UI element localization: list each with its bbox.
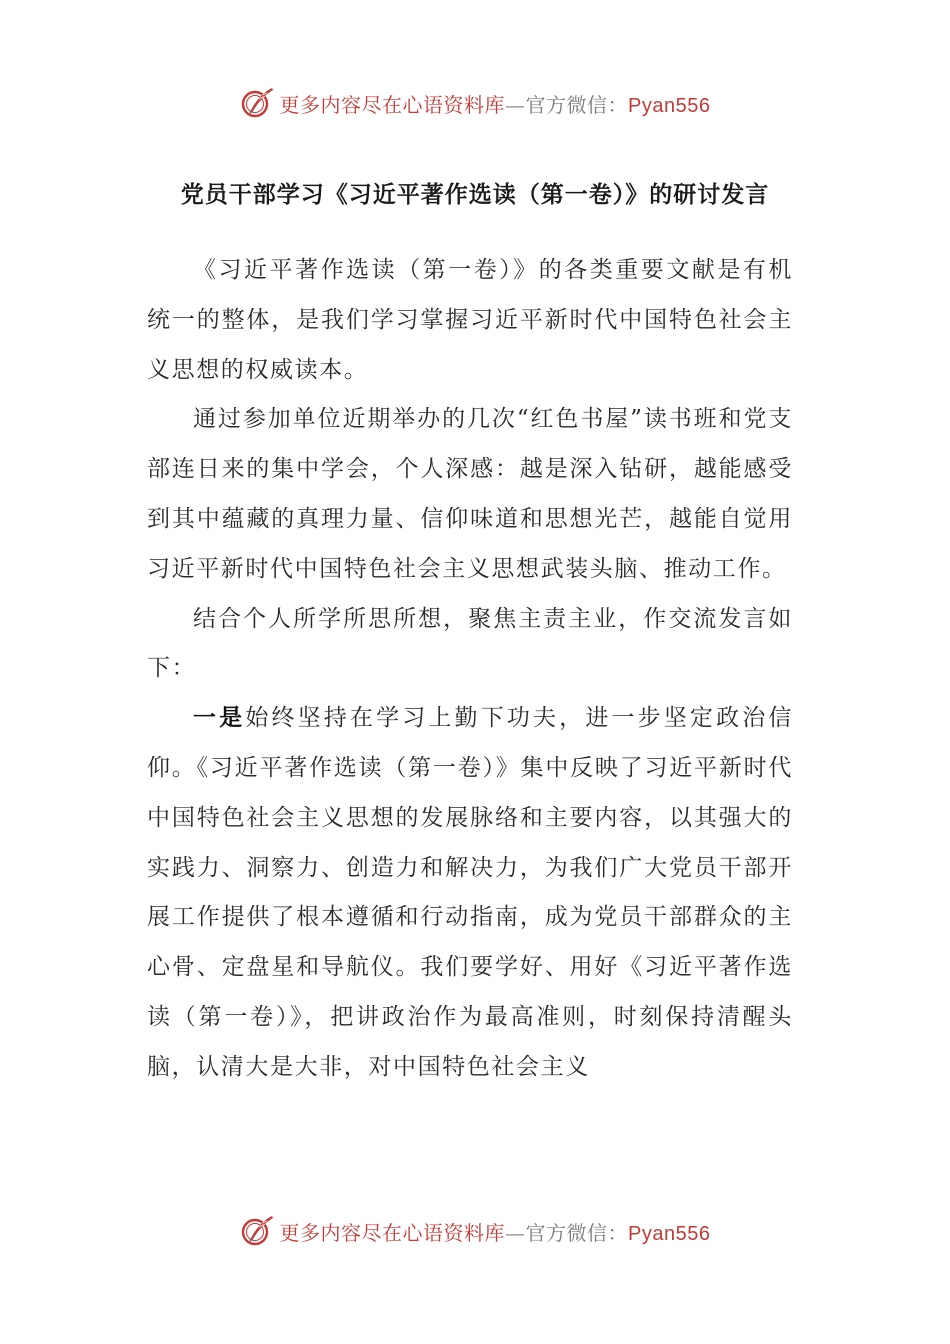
watermark-wechat-id: Pyan556 [628,1222,711,1245]
watermark-library: 更多内容尽在心语资料库 [279,1220,506,1245]
paragraph-text: 《习近平著作选读（第一卷）》的各类重要文献是有机统一的整体，是我们学习掌握习近平新时代中国特色社会主义思想的权威读本。 [147,257,793,383]
watermark-wechat-id: Pyan556 [628,94,711,117]
paragraph-3 [147,595,793,695]
watermark-wechat-label: 官方微信： [525,1220,629,1245]
watermark-library: 更多内容尽在心语资料库 [279,92,506,117]
watermark-text [280,89,711,118]
watermark-dash: — [505,1220,526,1245]
paragraph-1 [147,246,793,395]
watermark-dash: — [505,92,526,117]
paragraph-4 [147,694,793,1092]
paragraph-lead: 一是 [193,705,246,732]
quill-pen-circle-icon [240,1213,276,1249]
paragraph-text: 结合个人所学所思所想，聚焦主责主业，作交流发言如下： [147,605,793,682]
header-watermark [0,83,950,123]
paragraph-text: 通过参加单位近期举办的几次“红色书屋”读书班和党支部连日来的集中学会，个人深感：越是深入钻研，越能感受到其中蕴藏的真理力量、信仰味道和思想光芒，越能自觉用习近平新时代中国特色社会主义思想武装头脑、推动工作。 [147,406,793,582]
watermark-wechat-label: 官方微信： [525,92,629,117]
paragraph-text: 始终坚持在学习上勤下功夫，进一步坚定政治信仰。《习近平著作选读（第一卷）》集中反映了习近平新时代中国特色社会主义思想的发展脉络和主要内容，以其强大的实践力、洞察力、创造力和解决力，为我们广大党员干部开展工作提供了根本遵循和行动指南，成为党员干部群众的主心骨、定盘星和导航仪。我们要学好、用好《习近平著作选读（第一卷）》，把讲政治作为最高准则，时刻保持清醒头脑，认清大是大非，对中国特色社会主义 [147,705,793,1080]
paragraph-2 [147,395,793,594]
footer-watermark [0,1211,950,1251]
quill-pen-circle-icon [240,85,276,121]
document-title: 党员干部学习《习近平著作选读（第一卷）》的研讨发言 [180,182,770,208]
watermark-text [280,1217,711,1246]
document-body [147,246,793,1093]
